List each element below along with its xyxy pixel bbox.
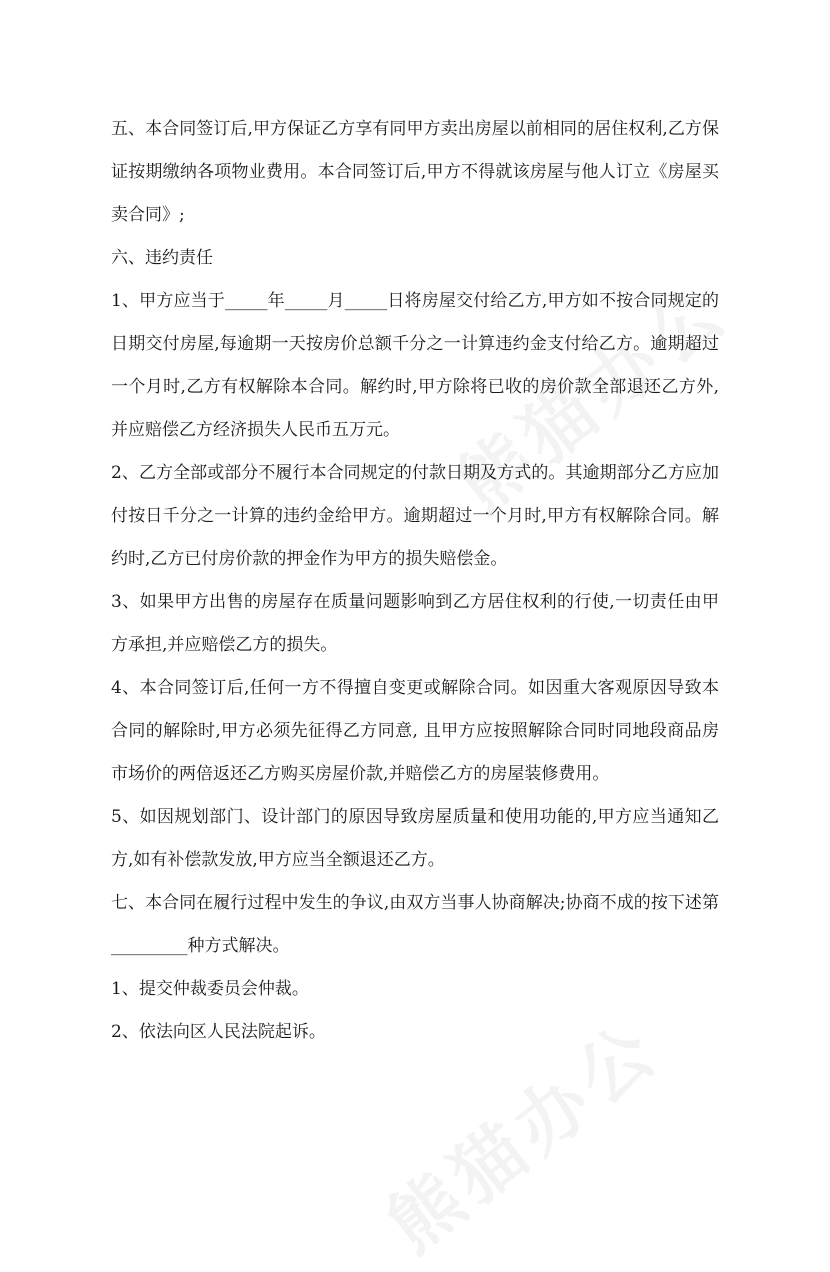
section-6-item-3: 3、如果甲方出售的房屋存在质量问题影响到乙方居住权利的行使,一切责任由甲方承担,并应赔偿乙方的损失。 — [111, 592, 719, 655]
section-7-option-2: 2、依法向区人民法院起诉。 — [111, 1022, 326, 1042]
section-6-item-4: 4、本合同签订后,任何一方不得擅自变更或解除合同。如因重大客观原因导致本合同的解除时,甲方必须先征得乙方同意, 且甲方应按照解除合同时同地段商品房市场价的两倍返还乙方购买房屋价款,并赔偿乙方的房屋装修费用。 — [111, 678, 719, 784]
section-6-item-1: 1、甲方应当于_____年_____月_____日将房屋交付给乙方,甲方如不按合同规定的日期交付房屋,每逾期一天按房价总额千分之一计算违约金支付给乙方。逾期超过一个月时,乙方有权解除本合同。解约时,甲方除将已收的房价款全部退还乙方外,并应赔偿乙方经济损失人民币五万元。 — [111, 291, 719, 440]
section-7-paragraph: 七、本合同在履行过程中发生的争议,由双方当事人协商解决;协商不成的按下述第_________种方式解决。 — [111, 893, 719, 956]
section-6-heading: 六、违约责任 — [111, 248, 213, 268]
section-6-item-5: 5、如因规划部门、设计部门的原因导致房屋质量和使用功能的,甲方应当通知乙方,如有补偿款发放,甲方应当全额退还乙方。 — [111, 807, 719, 870]
contract-body — [111, 108, 719, 1054]
section-6-item-2: 2、乙方全部或部分不履行本合同规定的付款日期及方式的。其逾期部分乙方应加付按日千分之一计算的违约金给甲方。逾期超过一个月时,甲方有权解除合同。解约时,乙方已付房价款的押金作为甲方的损失赔偿金。 — [111, 463, 719, 569]
clause-5-paragraph: 五、本合同签订后,甲方保证乙方享有同甲方卖出房屋以前相同的居住权利,乙方保证按期缴纳各项物业费用。本合同签订后,甲方不得就该房屋与他人订立《房屋买卖合同》; — [111, 119, 719, 225]
section-7-option-1: 1、提交仲裁委员会仲裁。 — [111, 979, 309, 999]
